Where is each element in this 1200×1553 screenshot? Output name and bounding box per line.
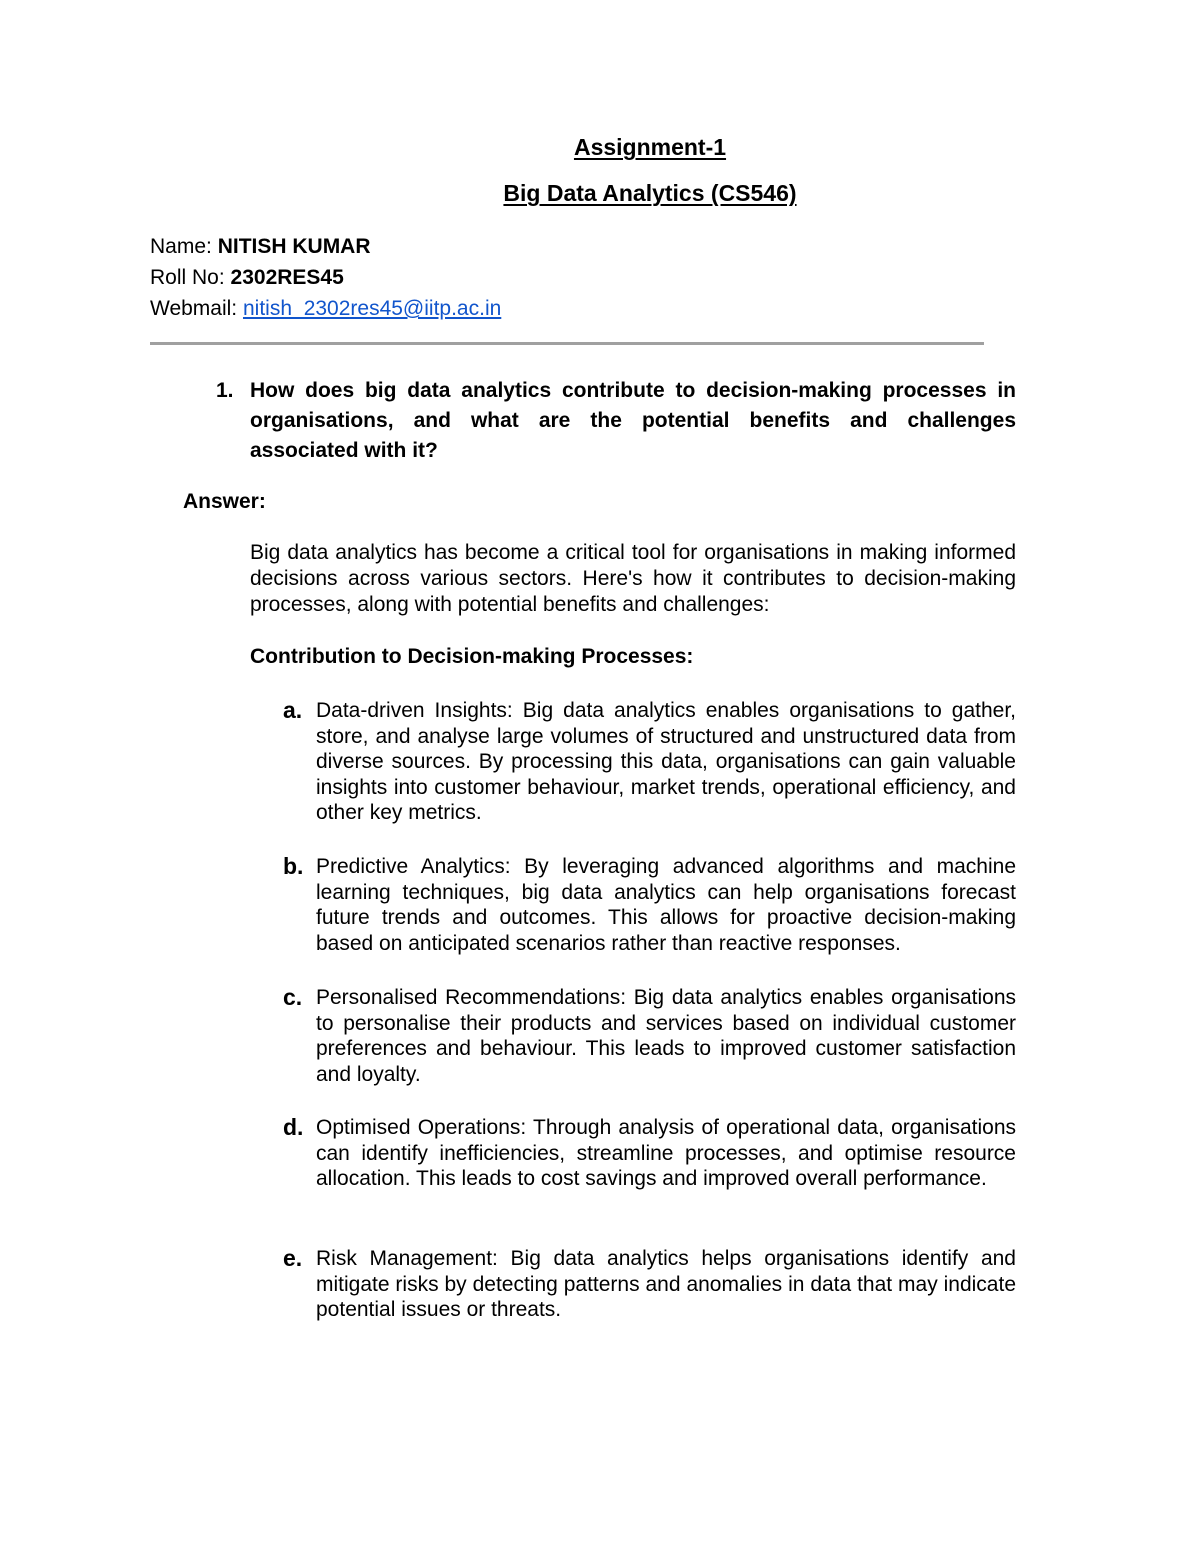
answer-label: Answer: <box>183 490 266 513</box>
contribution-heading: Contribution to Decision-making Processes: <box>250 645 694 668</box>
list-item <box>283 1246 1016 1323</box>
answer-intro: Big data analytics has become a critical tool for organisations in making informed decisions across various sectors. Here's how it contributes to decision-making processes, along with potential benefits and challenges: <box>250 541 1016 616</box>
list-item-letter: b. <box>283 853 304 879</box>
list-item <box>283 698 1016 826</box>
list-item <box>283 854 1016 956</box>
name-label: Name: <box>150 235 218 258</box>
horizontal-divider <box>150 342 984 345</box>
webmail-line <box>150 296 501 322</box>
list-item <box>283 1115 1016 1192</box>
list-item-text: Optimised Operations: Through analysis of operational data, organisations can identify inefficiencies, streamline processes, and optimise resource allocation. This leads to cost savings and improved overall performance. <box>316 1116 1016 1190</box>
student-name-line <box>150 234 371 260</box>
roll-number-line <box>150 265 344 291</box>
list-item-letter: e. <box>283 1245 303 1271</box>
roll-number: 2302RES45 <box>230 266 344 289</box>
list-item-text: Data-driven Insights: Big data analytics enables organisations to gather, store, and analyse large volumes of structured and unstructured data from diverse sources. By processing this data, organisations can gain valuable insights into customer behaviour, market trends, operational efficiency, and other key metrics. <box>316 699 1016 824</box>
list-item-letter: c. <box>283 984 303 1010</box>
assignment-title: Assignment-1 <box>573 134 727 160</box>
question-text: How does big data analytics contribute to decision-making processes in organisations, and what are the potential benefits and challenges associated with it? <box>250 379 1016 462</box>
list-item-letter: a. <box>283 697 303 723</box>
list-item-text: Risk Management: Big data analytics helps organisations identify and mitigate risks by detecting patterns and anomalies in data that may indicate potential issues or threats. <box>316 1247 1016 1321</box>
question-1 <box>216 376 1016 466</box>
course-title: Big Data Analytics (CS546) <box>503 180 797 206</box>
webmail-link[interactable]: nitish_2302res45@iitp.ac.in <box>242 297 502 320</box>
list-item-text: Predictive Analytics: By leveraging advanced algorithms and machine learning techniques, big data analytics can help organisations forecast future trends and outcomes. This allows for proactive decision-making based on anticipated scenarios rather than reactive responses. <box>316 855 1016 955</box>
roll-label: Roll No: <box>150 266 231 289</box>
webmail-label: Webmail: <box>150 297 243 320</box>
student-name: NITISH KUMAR <box>217 235 371 258</box>
list-item <box>283 985 1016 1087</box>
list-item-text: Personalised Recommendations: Big data analytics enables organisations to personalise their products and services based on individual customer preferences and behaviour. This leads to improved customer satisfaction and loyalty. <box>316 986 1016 1086</box>
list-item-letter: d. <box>283 1114 304 1140</box>
question-number: 1. <box>216 379 234 402</box>
